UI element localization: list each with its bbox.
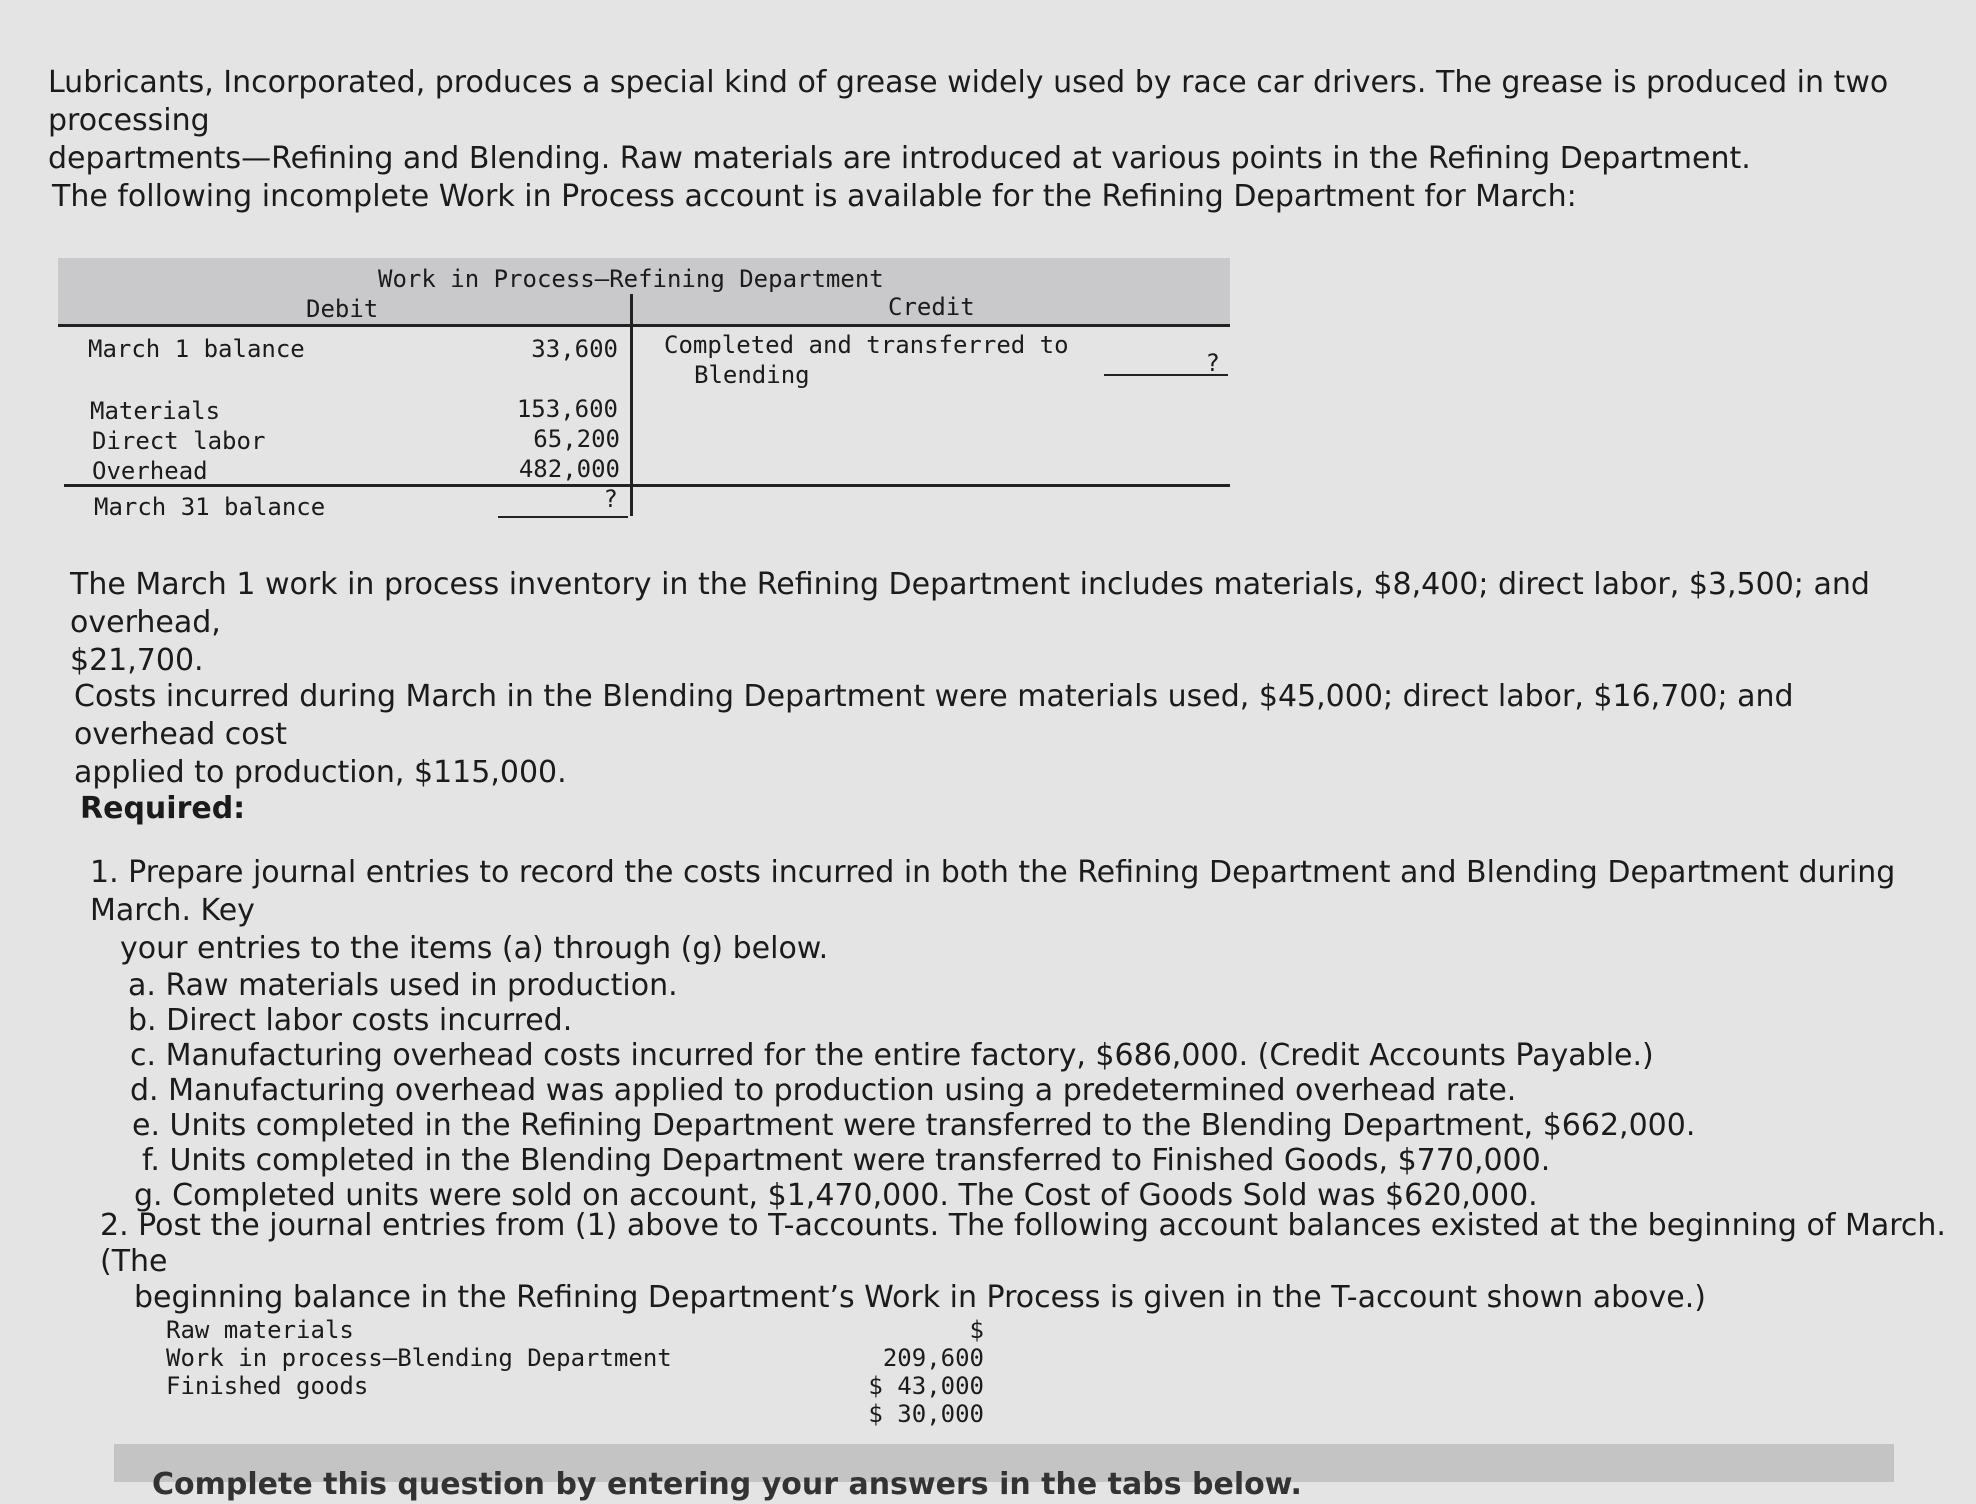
required-sub-item: b. Direct labor costs incurred. <box>128 1003 573 1038</box>
debit-row-amount: 65,200 <box>533 425 620 453</box>
debit-row-label: March 31 balance <box>94 493 326 521</box>
t-account-divider <box>630 294 633 516</box>
credit-row-label-line-1: Completed and transferred to <box>664 331 1069 359</box>
debit-label: Debit <box>306 295 379 323</box>
debit-row-amount: 33,600 <box>531 335 618 363</box>
t-account-title: Work in Process–Refining Department <box>378 265 884 293</box>
credit-row-amount: ? <box>1205 349 1220 377</box>
required-item-2 <box>100 1208 1950 1316</box>
balance-amount: $ 209,600 <box>882 1316 984 1372</box>
required-sub-item: f. Units completed in the Blending Department were transferred to Finished Goods, $770,000. <box>142 1143 1551 1178</box>
required-item-1-line-2: your entries to the items (a) through (g) below. <box>120 931 829 966</box>
required-sub-item: e. Units completed in the Refining Department were transferred to the Blending Department, $662,000. <box>132 1108 1696 1143</box>
debit-row-amount: 482,000 <box>518 455 620 483</box>
required-item-1-line-1: 1. Prepare journal entries to record the costs incurred in both the Refining Department and Blending Department during March. Key <box>90 855 1896 928</box>
required-sub-item: c. Manufacturing overhead costs incurred for the entire factory, $686,000. (Credit Accounts Payable.) <box>130 1038 1654 1073</box>
intro-line-2: departments—Refining and Blending. Raw materials are introduced at various points in the Refining Department. <box>48 141 1751 176</box>
balance-label: Raw materials <box>166 1316 354 1344</box>
debit-row-label: Direct labor <box>92 427 266 455</box>
debit-row-amount: ? <box>603 485 618 513</box>
intro-line-3: The following incomplete Work in Process account is available for the Refining Department for March: <box>52 179 1577 214</box>
t-account-top-rule <box>58 324 1230 327</box>
paragraph-line: applied to production, $115,000. <box>74 755 567 790</box>
required-sub-item: a. Raw materials used in production. <box>128 968 678 1003</box>
intro-text <box>48 64 1948 178</box>
beginning-balances-amounts <box>856 1316 984 1428</box>
balance-amount: $ 43,000 <box>868 1372 984 1400</box>
balance-amount: $ 30,000 <box>868 1400 984 1428</box>
answer-tabs-instruction: Complete this question by entering your answers in the tabs below. <box>152 1467 1302 1502</box>
beginning-balances-labels <box>166 1316 672 1400</box>
paragraph-line: Costs incurred during March in the Blending Department were materials used, $45,000; direct labor, $16,700; and overhead cost <box>74 679 1794 752</box>
required-item-2-line-2: beginning balance in the Refining Department’s Work in Process is given in the T-account shown above.) <box>134 1280 1706 1315</box>
required-list <box>90 854 1950 1213</box>
debit-row-amount: 153,600 <box>516 395 618 423</box>
intro-line-1: Lubricants, Incorporated, produces a special kind of grease widely used by race car drivers. The grease is produced in two processing <box>48 65 1889 138</box>
credit-row-label-line-2: Blending <box>694 361 810 389</box>
paragraph-line: The March 1 work in process inventory in the Refining Department includes materials, $8,400; direct labor, $3,500; and overhead, <box>70 567 1870 640</box>
balance-label: Finished goods <box>166 1372 369 1400</box>
t-account-refining <box>58 258 1230 520</box>
credit-label: Credit <box>888 293 975 321</box>
required-sub-item: g. Completed units were sold on account, $1,470,000. The Cost of Goods Sold was $620,000. <box>134 1178 1538 1213</box>
paragraph-blending-costs <box>74 678 1914 792</box>
required-heading: Required: <box>80 791 246 826</box>
required-sub-item: d. Manufacturing overhead was applied to production using a predetermined overhead rate. <box>130 1073 1517 1108</box>
debit-row-label: March 1 balance <box>88 335 305 363</box>
t-account-total-rule <box>64 484 1230 487</box>
paragraph-line: $21,700. <box>70 643 204 678</box>
debit-row-label: Materials <box>90 397 221 425</box>
answer-tabs-bar <box>114 1444 1894 1502</box>
debit-row-label: Overhead <box>92 457 208 485</box>
paragraph-refining-inventory <box>70 566 1910 680</box>
balance-label: Work in process–Blending Department <box>166 1344 672 1372</box>
required-item-2-line-1: 2. Post the journal entries from (1) above to T-accounts. The following account balances existed at the beginning of March. (The <box>100 1208 1946 1279</box>
